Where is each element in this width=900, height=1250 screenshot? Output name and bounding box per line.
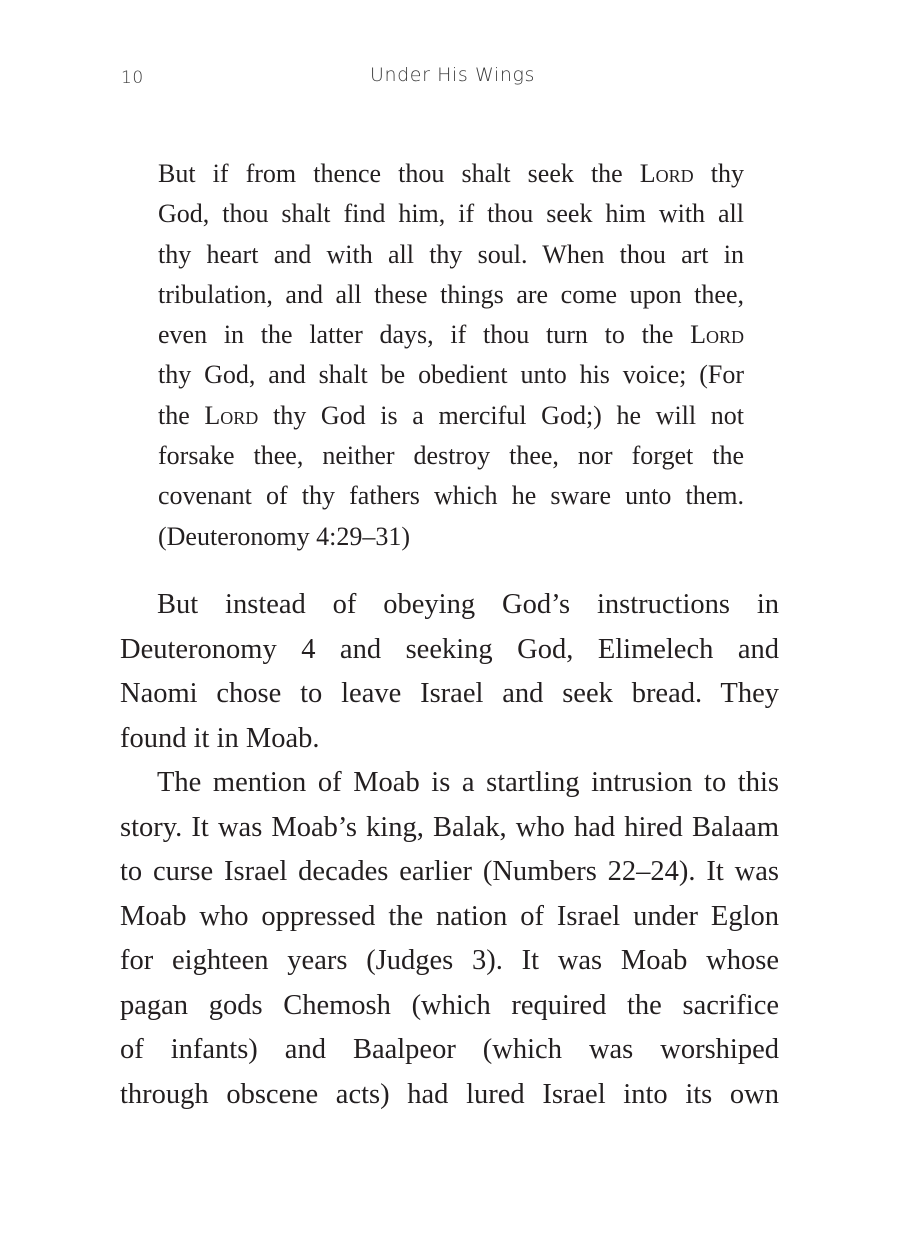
paragraph-line: Deuteronomy 4 and seeking God, Elimelech and — [120, 633, 779, 665]
paragraph-line: The mention of Moab is a startling intrusion to this — [157, 767, 779, 798]
paragraph-line: through obscene acts) had lured Israel into its own — [120, 1078, 779, 1110]
running-head — [0, 62, 900, 92]
paragraph-line: Naomi chose to leave Israel and seek bread. They — [120, 678, 779, 709]
paragraph-line: for eighteen years (Judges 3). It was Moab whose — [120, 945, 779, 976]
paragraph-1 — [120, 583, 779, 761]
paragraph-line: Moab who oppressed the nation of Israel under Eglon — [120, 900, 779, 932]
lord-small-caps: Lord — [639, 159, 694, 188]
quote-line: even in the latter days, if thou turn to the Lord — [158, 320, 744, 350]
paragraph-line: to curse Israel decades earlier (Numbers 22–24). It was — [120, 856, 779, 887]
book-title: Under His Wings — [370, 64, 536, 86]
body-text — [120, 583, 779, 1117]
quote-citation: (Deuteronomy 4:29–31) — [158, 521, 411, 551]
scripture-block-quote — [158, 154, 744, 557]
paragraph-line: story. It was Moab’s king, Balak, who had hired Balaam — [120, 811, 779, 843]
paragraph-2 — [120, 761, 779, 1117]
paragraph-line: found it in Moab. — [120, 722, 320, 754]
quote-line: covenant of thy fathers which he sware unto them. — [158, 481, 744, 511]
lord-small-caps: Lord — [204, 400, 259, 430]
page-number: 10 — [121, 68, 144, 88]
paragraph-line: But instead of obeying God’s instructions in — [157, 589, 779, 620]
quote-line: forsake thee, neither destroy thee, nor forget the — [158, 441, 744, 471]
quote-line: But if from thence thou shalt seek the Lord thy — [158, 159, 744, 188]
quote-line: tribulation, and all these things are come upon thee, — [158, 279, 744, 309]
paragraph-line: pagan gods Chemosh (which required the sacrifice — [120, 989, 779, 1021]
paragraph-line: of infants) and Baalpeor (which was worshiped — [120, 1034, 779, 1065]
quote-line: God, thou shalt find him, if thou seek him with all — [158, 199, 744, 229]
quote-line: thy God, and shalt be obedient unto his voice; (For — [158, 360, 744, 390]
quote-line: thy heart and with all thy soul. When thou art in — [158, 239, 744, 269]
quote-line: the Lord thy God is a merciful God;) he will not — [158, 400, 744, 430]
lord-small-caps: Lord — [690, 320, 744, 350]
